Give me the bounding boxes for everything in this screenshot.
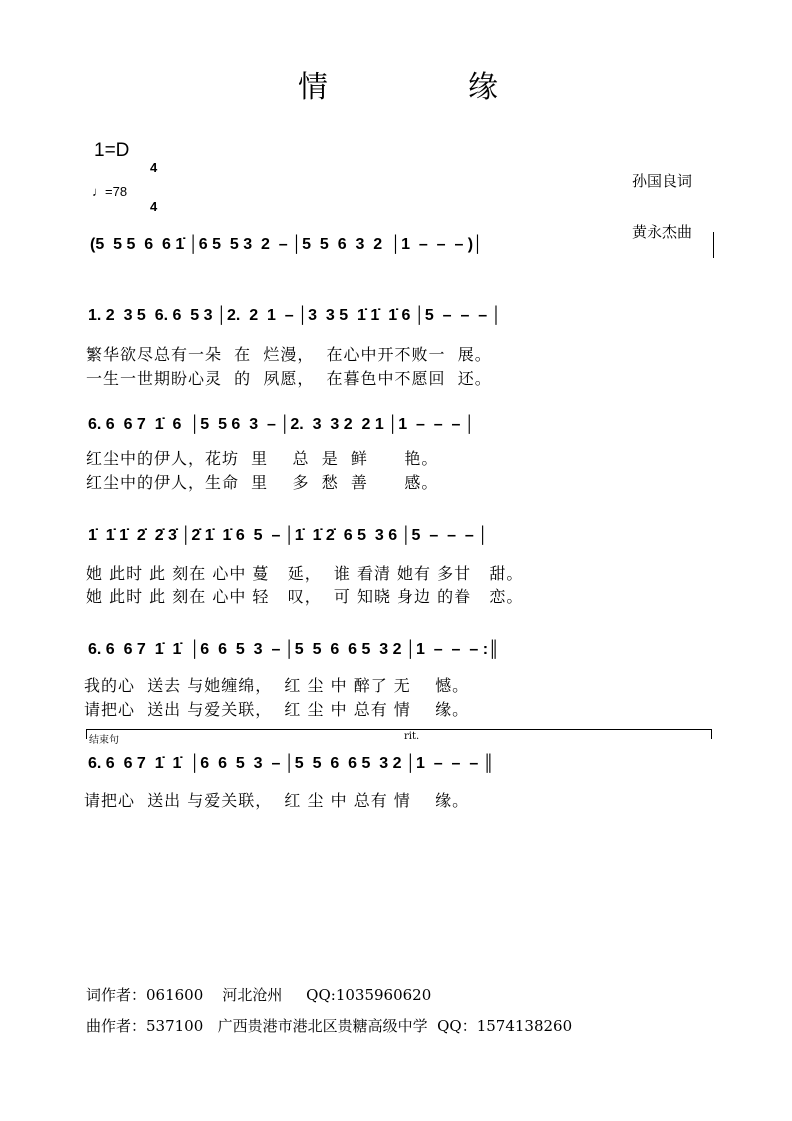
notation-row-2: 6. 6 6 7 1̇ 6 │5 5 6 3 – │2. 3 3 2 2 1 │1 – – – │ xyxy=(88,416,475,433)
credits xyxy=(632,139,692,258)
lyric-line-5a: 请把心 送出 与爱关联， 红 尘 中 总有 情 缘。 xyxy=(84,791,470,810)
lyricist-credit: 孙国良词 xyxy=(632,172,693,190)
tempo-marking: ♩=78 xyxy=(92,184,128,199)
footer-lyricist-info: 词作者：061600 河北沧州 QQ:1035960620 xyxy=(86,986,432,1004)
barline xyxy=(713,232,714,258)
lyric-line-2a: 红尘中的伊人，花坊 里 总 是 鲜 艳。 xyxy=(86,449,439,468)
ending-bracket-right xyxy=(711,729,712,739)
lyric-line-3b: 她 此时 此 刻在 心中 轻 叹， 可 知晓 身边 的眷 恋。 xyxy=(86,587,524,606)
lyric-line-4b: 请把心 送出 与爱关联， 红 尘 中 总有 情 缘。 xyxy=(84,700,470,719)
notation-row-intro: (5 5 5 6 6 1̇ │6 5 5 3 2 – │5 5 6 3 2 │1 – – – )│ xyxy=(90,236,484,253)
key-signature: 1=D xyxy=(94,140,130,161)
time-signature xyxy=(150,135,157,226)
lyric-line-4a: 我的心 送去 与她缠绵， 红 尘 中 醉了 无 憾。 xyxy=(84,676,470,695)
footer-composer-info: 曲作者：537100 广西贵港市港北区贵糖高级中学 QQ：1574138260 xyxy=(86,1017,573,1035)
ending-label: 结束句 xyxy=(89,735,119,746)
lyric-line-2b: 红尘中的伊人，生命 里 多 愁 善 感。 xyxy=(86,473,439,492)
notation-row-1: 1. 2 3 5 6. 6 5 3 │2. 2 1 – │3 3 5 1̇ 1̇ 1̇ 6 │5 – – – │ xyxy=(88,307,502,324)
lyric-line-1b: 一生一世期盼心灵 的 夙愿， 在暮色中不愿回 还。 xyxy=(86,369,492,388)
ending-bracket-left xyxy=(86,729,87,739)
notation-row-4: 6. 6 6 7 1̇ 1̇ │6 6 5 3 – │5 5 6 6 5 3 2 │1 – – – :║ xyxy=(88,641,500,658)
notation-row-3: 1̇ 1̇ 1̇ 2̇ 2̇ 3̇ │2̇ 1̇ 1̇ 6 5 – │1̇ 1̇ 2̇ 6 5 3 6 │5 – – – │ xyxy=(88,527,489,544)
rit-marking: rit. xyxy=(404,731,420,742)
lyric-line-1a: 繁华欲尽总有一朵 在 烂漫， 在心中开不败一 展。 xyxy=(86,345,492,364)
time-sig-top: 4 xyxy=(150,160,158,175)
lyric-line-3a: 她 此时 此 刻在 心中 蔓 延， 谁 看清 她有 多甘 甜。 xyxy=(86,564,524,583)
notation-row-5: 6. 6 6 7 1̇ 1̇ │6 6 5 3 – │5 5 6 6 5 3 2 │1 – – – ║ xyxy=(88,755,495,772)
title-char-1: 情 xyxy=(298,70,328,105)
time-sig-bottom: 4 xyxy=(150,199,158,214)
title-char-2: 缘 xyxy=(468,70,498,105)
ending-bracket xyxy=(86,729,712,730)
composer-credit: 黄永杰曲 xyxy=(632,223,693,241)
